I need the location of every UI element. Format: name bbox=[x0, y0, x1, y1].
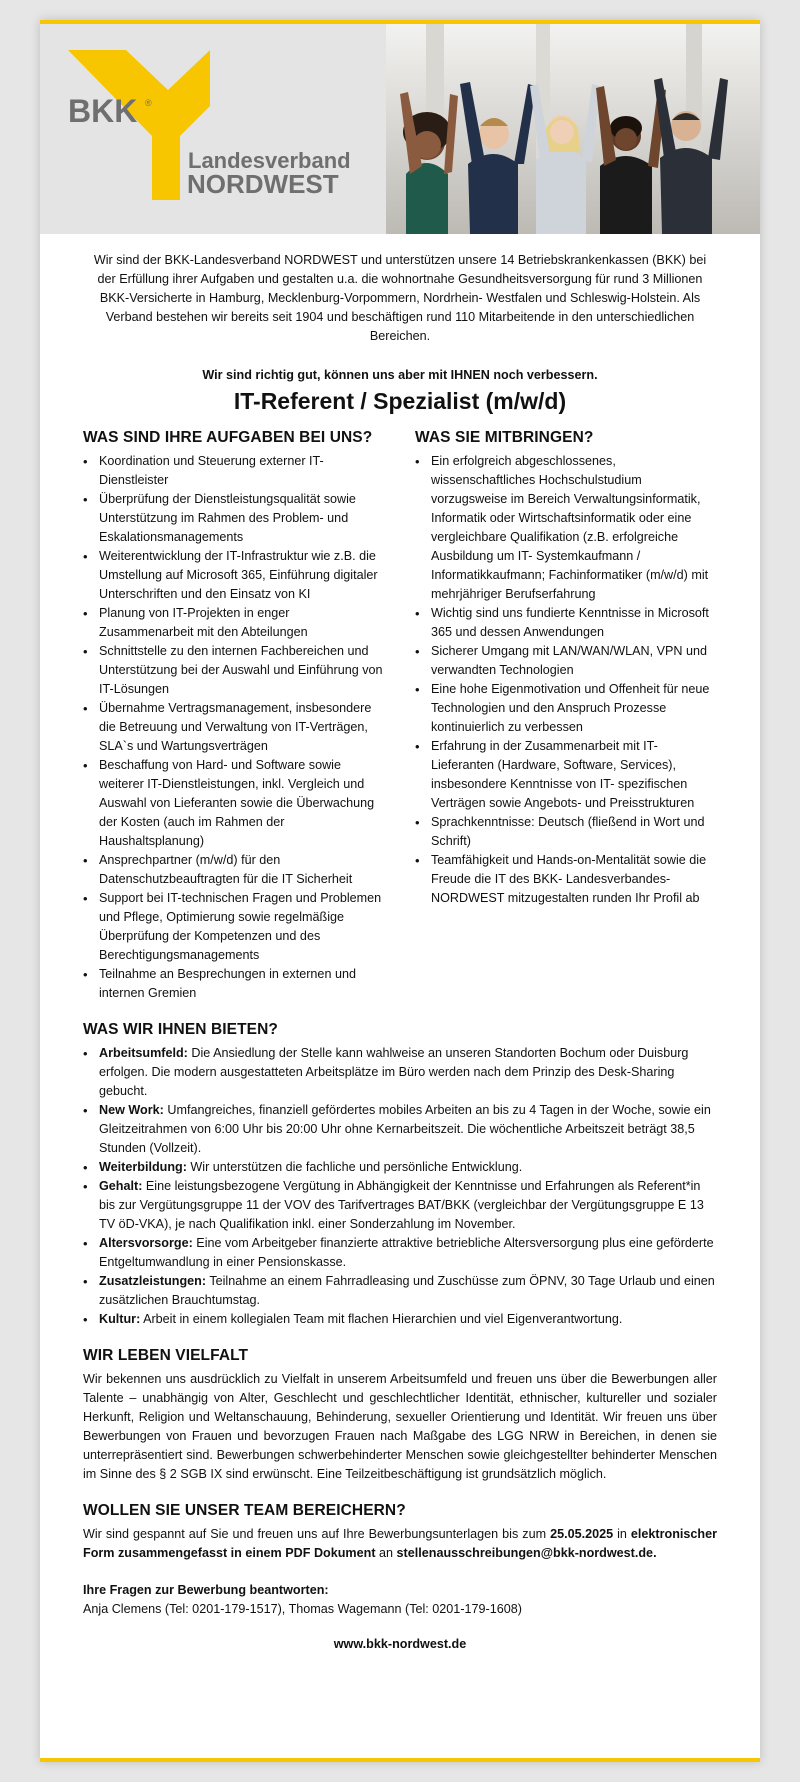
contact-heading: Ihre Fragen zur Bewerbung beantworten: bbox=[83, 1583, 329, 1597]
job-title: IT-Referent / Spezialist (m/w/d) bbox=[233, 388, 567, 414]
logo-bkk-text: BKK bbox=[68, 93, 138, 129]
list-item: • Übernahme Vertragsmanagement, insbesondere die Betreuung und Verwaltung von IT-Verträgen, SLA`s und Wartungsverträgen bbox=[83, 699, 385, 756]
apply-heading: WOLLEN SIE UNSER TEAM BEREICHERN? bbox=[83, 1502, 406, 1519]
bkk-logo bbox=[68, 50, 368, 200]
diversity-heading: WIR LEBEN VIELFALT bbox=[83, 1347, 249, 1364]
apply-section bbox=[83, 1502, 717, 1619]
offer-term: Weiterbildung: bbox=[99, 1160, 187, 1174]
list-item: • Sicherer Umgang mit LAN/WAN/WLAN, VPN und verwandten Technologien bbox=[415, 642, 717, 680]
list-item: • Sprachkenntnisse: Deutsch (fließend in Wort und Schrift) bbox=[415, 813, 717, 851]
list-item bbox=[83, 1310, 717, 1329]
list-item: • Ansprechpartner (m/w/d) für den Datenschutzbeauftragten für die IT Sicherheit bbox=[83, 851, 385, 889]
tasks-list bbox=[83, 452, 385, 1003]
apply-text-part: in bbox=[613, 1527, 631, 1541]
apply-email-link[interactable]: stellenausschreibungen@bkk-nordwest.de. bbox=[396, 1546, 657, 1560]
contact-persons: Anja Clemens (Tel: 0201-179-1517), Thomas Wagemann (Tel: 0201-179-1608) bbox=[83, 1602, 522, 1616]
list-item bbox=[83, 1177, 717, 1234]
list-item bbox=[83, 1272, 717, 1310]
list-item bbox=[83, 1101, 717, 1158]
offer-term: Arbeitsumfeld: bbox=[99, 1046, 188, 1060]
list-item: • Erfahrung in der Zusammenarbeit mit IT-Lieferanten (Hardware, Software, Services), insbesondere Kenntnisse von IT- spezifischen Verträgen sowie Angebots- und Preisstrukturen bbox=[415, 737, 717, 813]
offer-heading: WAS WIR IHNEN BIETEN? bbox=[83, 1021, 278, 1038]
logo-line-1: Landesverband bbox=[188, 148, 351, 173]
two-column-section bbox=[83, 429, 717, 1003]
list-item: • Überprüfung der Dienstleistungsqualität sowie Unterstützung im Rahmen des Problem- und Eskalationsmanagements bbox=[83, 490, 385, 547]
list-item bbox=[83, 1158, 717, 1177]
offer-term: New Work: bbox=[99, 1103, 164, 1117]
apply-deadline: 25.05.2025 bbox=[550, 1527, 614, 1541]
apply-text-part: an bbox=[375, 1546, 397, 1560]
team-photo bbox=[386, 24, 760, 234]
list-item: • Eine hohe Eigenmotivation und Offenheit für neue Technologien und den Anspruch Prozesse kontinuierlich zu verbessen bbox=[415, 680, 717, 737]
requirements-column bbox=[415, 429, 717, 1003]
offer-term: Kultur: bbox=[99, 1312, 141, 1326]
list-item: • Weiterentwicklung der IT-Infrastruktur wie z.B. die Umstellung auf Microsoft 365, Einführung digitaler Unterschriften und den Einsatz von KI bbox=[83, 547, 385, 604]
apply-form: elektronischer Form zusammengefasst in einem PDF Dokument bbox=[83, 1527, 717, 1560]
offer-text: Arbeit in einem kollegialen Team mit flachen Hierarchien und viel Eigenverantwortung. bbox=[140, 1312, 623, 1326]
logo-registered-mark: ® bbox=[145, 98, 152, 108]
list-item bbox=[83, 1044, 717, 1101]
offer-section bbox=[83, 1021, 717, 1329]
apply-text bbox=[83, 1525, 717, 1563]
offer-term: Gehalt: bbox=[99, 1179, 143, 1193]
requirements-heading: WAS SIE MITBRINGEN? bbox=[415, 429, 594, 446]
requirements-list bbox=[415, 452, 717, 908]
diversity-section bbox=[83, 1347, 717, 1484]
list-item: • Teamfähigkeit und Hands-on-Mentalität sowie die Freude die IT des BKK- Landesverbandes-NORDWEST mitzugestalten runden Ihr Profil ab bbox=[415, 851, 717, 908]
job-ad-page bbox=[40, 20, 760, 1762]
header-banner bbox=[40, 24, 760, 234]
offer-list bbox=[83, 1044, 717, 1329]
tagline: Wir sind richtig gut, können uns aber mit IHNEN noch verbessern. bbox=[202, 368, 598, 382]
list-item: • Support bei IT-technischen Fragen und Problemen und Pflege, Optimierung sowie regelmäßige Überprüfung der Kompetenzen und des Berechtigungsmanagements bbox=[83, 889, 385, 965]
content-area bbox=[40, 251, 760, 1651]
offer-text: Eine vom Arbeitgeber finanzierte attraktive betriebliche Altersversorgung plus eine geförderte Entgeltumwandlung in einer Pensionskasse. bbox=[99, 1236, 714, 1269]
offer-term: Zusatzleistungen: bbox=[99, 1274, 207, 1288]
apply-text-part: Wir sind gespannt auf Sie und freuen uns auf Ihre Bewerbungsunterlagen bis zum bbox=[83, 1527, 551, 1541]
list-item: • Planung von IT-Projekten in enger Zusammenarbeit mit den Abteilungen bbox=[83, 604, 385, 642]
tasks-column bbox=[83, 429, 385, 1003]
offer-text: Die Ansiedlung der Stelle kann wahlweise an unseren Standorten Bochum oder Duisburg erfolgen. Die modern ausgestatteten Arbeitsplätze im Büro werden nach dem Prinzip des Desk-Sharing gebucht. bbox=[99, 1046, 689, 1098]
offer-text: Teilnahme an einem Fahrradleasing und Zuschüsse zum ÖPNV, 30 Tage Urlaub und einen zusätzlichen Brauchtumstag. bbox=[99, 1274, 715, 1307]
intro-text: Wir sind der BKK-Landesverband NORDWEST und unterstützen unsere 14 Betriebskrankenkassen (BKK) bei der Erfüllung ihrer Aufgaben und gestalten u.a. die wohnortnahe Gesundheitsversorgung für rund 3 Millionen BKK-Versicherte in Hamburg, Mecklenburg-Vorpommern, Nordrhein- Westfalen und Schleswig-Holstein. Als Verband bestehen wir bereits seit 1904 und beschäftigen rund 110 Mitarbeitende in den unterschiedlichen Bereichen. bbox=[93, 253, 707, 343]
offer-term: Altersvorsorge: bbox=[99, 1236, 193, 1250]
list-item: • Schnittstelle zu den internen Fachbereichen und Unterstützung bei der Auswahl und Einführung von IT-Lösungen bbox=[83, 642, 385, 699]
list-item: • Beschaffung von Hard- und Software sowie weiterer IT-Dienstleistungen, inkl. Vergleich und Auswahl von Lieferanten sowie die Überwachung der Kosten (auch im Rahmen der Haushaltsplanung) bbox=[83, 756, 385, 851]
diversity-text: Wir bekennen uns ausdrücklich zu Vielfalt in unserem Arbeitsumfeld und freuen uns über die Bewerbungen aller Talente – unabhängig von Alter, Geschlecht und geschlechtlicher Identität, ethnischer, kultureller und sozialer Herkunft, Religion und Weltanschauung, Behinderung, sexueller Orientierung und Identität. Wir freuen uns über Bewerbungen von Frauen und bevorzugen Frauen nach Maßgabe des LGG NRW in Bereichen, in denen sie unterrepräsentiert sind. Bewerbungen schwerbehinderter Menschen sowie gleichgestellter behinderter Menschen im Sinne des § 2 SGB IX sind erwünscht. Eine Teilzeitbeschäftigung ist grundsätzlich möglich. bbox=[83, 1372, 717, 1481]
offer-text: Wir unterstützen die fachliche und persönliche Entwicklung. bbox=[186, 1160, 523, 1174]
list-item: • Koordination und Steuerung externer IT-Dienstleister bbox=[83, 452, 385, 490]
offer-text: Umfangreiches, finanziell gefördertes mobiles Arbeiten an bis zu 4 Tagen in der Woche, sowie ein Gleitzeitrahmen von 6:00 Uhr bis 20:00 Uhr ohne Kernarbeitszeit. Die wöchentliche Arbeitszeit beträgt 38,5 Stunden (Vollzeit). bbox=[99, 1103, 711, 1155]
offer-text: Eine leistungsbezogene Vergütung in Abhängigkeit der Kenntnisse und Erfahrungen als Referent*in bis zur Vergütungsgruppe 11 der VOV des Tarifvertrages BAT/BKK (vergleichbar der Vergütungsgruppe E 13 TV öD-VKA), je nach Qualifikation inkl. einer Sonderzahlung im November. bbox=[99, 1179, 704, 1231]
list-item: • Teilnahme an Besprechungen in externen und internen Gremien bbox=[83, 965, 385, 1003]
list-item bbox=[83, 1234, 717, 1272]
list-item: • Wichtig sind uns fundierte Kenntnisse in Microsoft 365 und dessen Anwendungen bbox=[415, 604, 717, 642]
tasks-heading: WAS SIND IHRE AUFGABEN BEI UNS? bbox=[83, 429, 373, 446]
list-item: • Ein erfolgreich abgeschlossenes, wissenschaftliches Hochschulstudium vorzugsweise im Bereich Verwaltungsinformatik, Informatik oder Wirtschaftsinformatik oder eine vergleichbare Qualifikation (z.B. erfolgreiche Ausbildung um IT- Systemkaufmann / Informatikkaufmann; Fachinformatiker (m/w/d) mit mehrjähriger Berufserfahrung bbox=[415, 452, 717, 604]
website-link[interactable]: www.bkk-nordwest.de bbox=[333, 1637, 467, 1651]
logo-line-2: NORDWEST bbox=[187, 169, 339, 199]
